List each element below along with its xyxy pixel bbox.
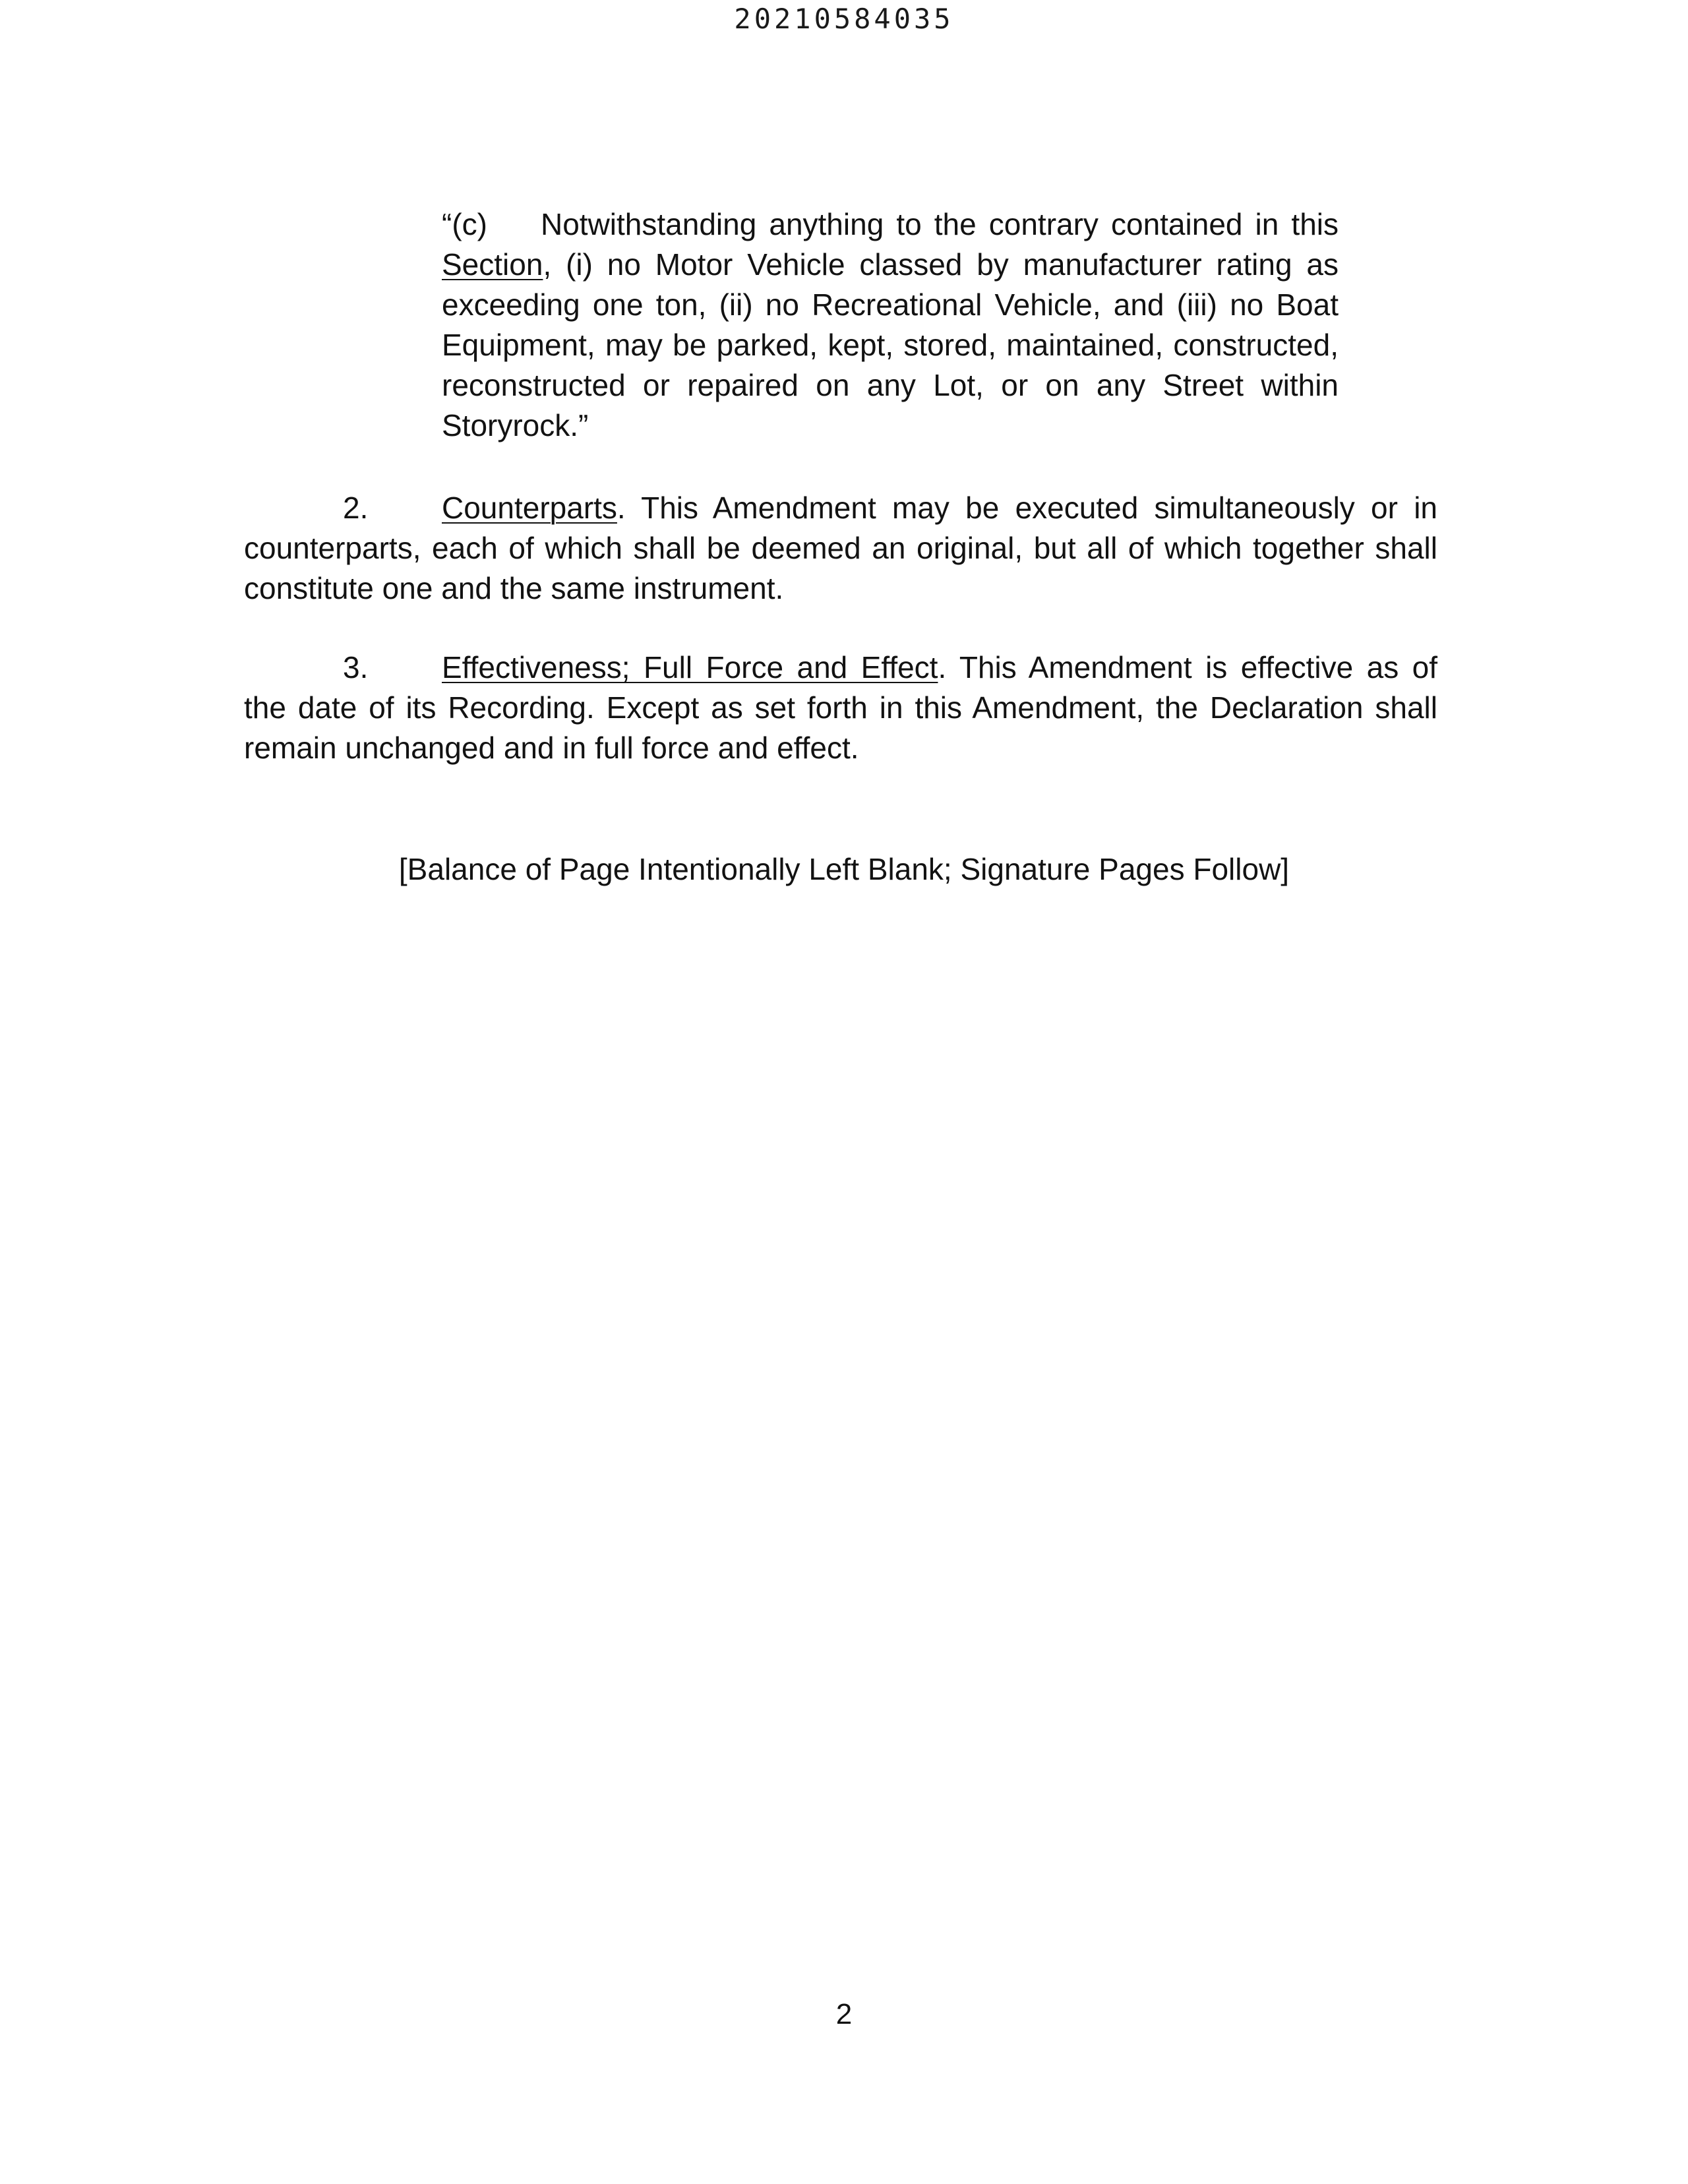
paragraph-heading: Counterparts [442, 491, 617, 525]
page-number: 2 [835, 1998, 853, 2030]
clause-c-intro: Notwithstanding anything to the contrary contained in this [541, 207, 1339, 241]
clause-c-label: “(c) [442, 207, 487, 241]
paragraph-counterparts [244, 488, 1437, 609]
paragraph-text: . This Amendment is effective as of the date of its Recording. Except as set forth in this Amendment, the Declaration shall remain unchanged and in full force and effect. [244, 650, 1438, 765]
paragraph-effectiveness [244, 648, 1437, 768]
paragraph-number: 2. [343, 491, 369, 525]
section-term: Section [442, 247, 543, 282]
clause-c [442, 204, 1339, 446]
paragraph-text: . This Amendment may be executed simultaneously or in counterparts, each of which shall be deemed an original, but all of which together shall constitute one and the same instrument. [244, 491, 1437, 605]
document-number: 20210584035 [734, 3, 954, 35]
clause-c-body: , (i) no Motor Vehicle classed by manufacturer rating as exceeding one ton, (ii) no Recreational Vehicle, and (iii) no Boat Equipment, may be parked, kept, stored, maintained, constructed, reconstructed or repaired on any Lot, or on any Street within Storyrock.” [442, 247, 1339, 442]
paragraph-heading: Effectiveness; Full Force and Effect [442, 650, 938, 684]
paragraph-number: 3. [343, 650, 369, 684]
balance-note: [Balance of Page Intentionally Left Blank; Signature Pages Follow] [398, 852, 1290, 886]
